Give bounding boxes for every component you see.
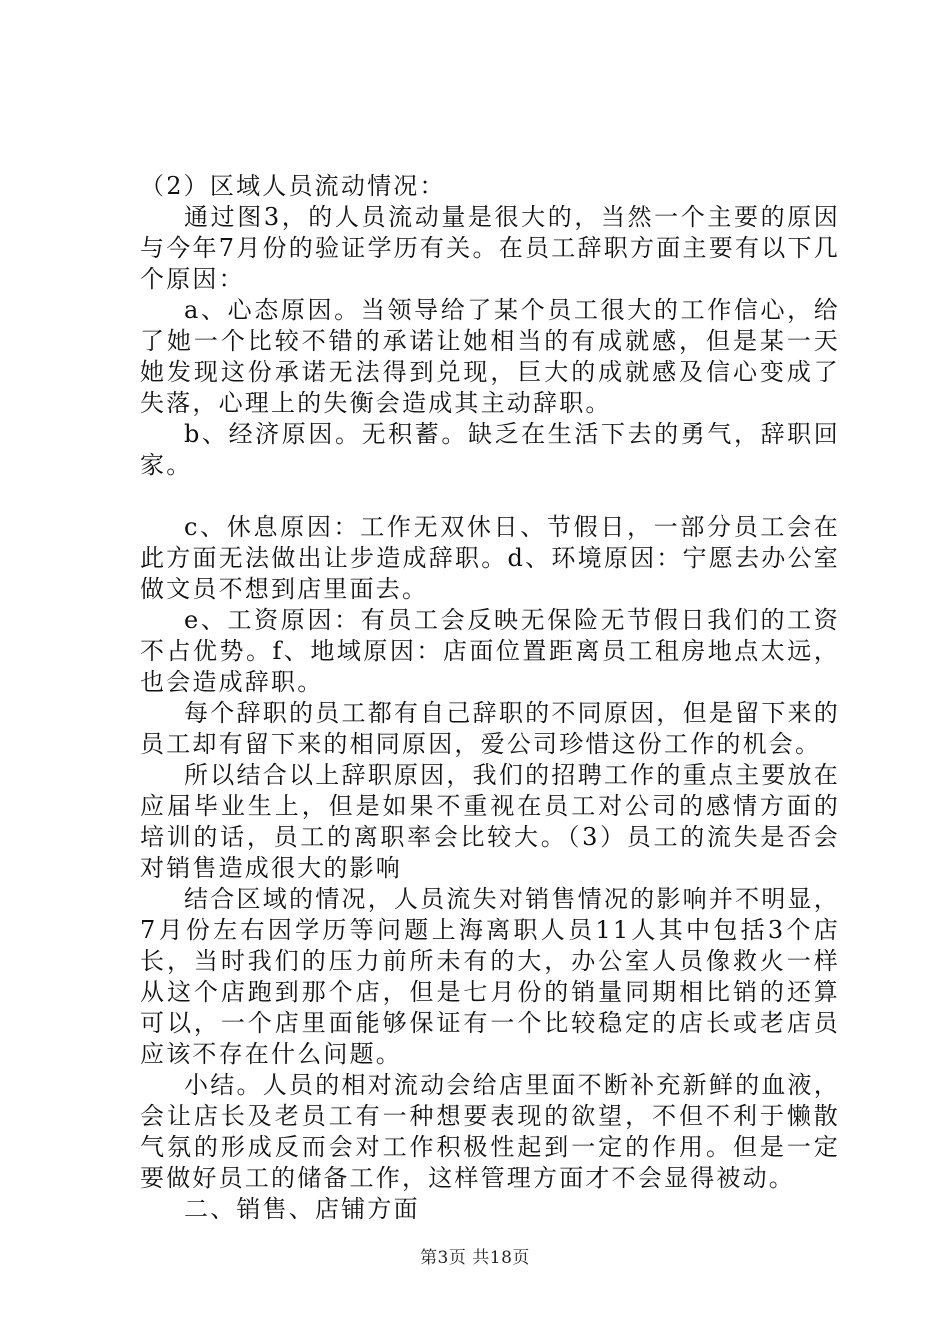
page-number-footer: 第3页 共18页 <box>420 1248 530 1268</box>
paragraph-reason-c-d: c、休息原因：工作无双休日、节假日，一部分员工会在此方面无法做出让步造成辞职。d、环境原因：宁愿去办公室做文员不想到店里面去。 <box>140 513 840 603</box>
paragraph-reason-a: a、心态原因。当领导给了某个员工很大的工作信心，给了她一个比较不错的承诺让她相当的有成就感，但是某一天她发现这份承诺无法得到兑现，巨大的成就感及信心变成了失落，心理上的失衡会造成其主动辞职。 <box>140 296 840 417</box>
paragraph-recruiting-focus: 所以结合以上辞职原因，我们的招聘工作的重点主要放在应届毕业生上，但是如果不重视在员工对公司的感情方面的培训的话，员工的离职率会比较大。（3）员工的流失是否会对销售造成很大的影响 <box>140 761 840 882</box>
paragraph-reason-b: b、经济原因。无积蓄。缺乏在生活下去的勇气，辞职回家。 <box>140 420 840 479</box>
document-body <box>140 171 840 1225</box>
paragraph-next-section-heading: 二、销售、店铺方面 <box>184 1195 420 1223</box>
paragraph-intro: 通过图3，的人员流动量是很大的，当然一个主要的原因与今年7月份的验证学历有关。在员工辞职方面主要有以下几个原因： <box>140 203 840 293</box>
paragraph-reason-e-f: e、工资原因：有员工会反映无保险无节假日我们的工资不占优势。f、地域原因：店面位置距离员工租房地点太远，也会造成辞职。 <box>140 606 840 696</box>
paragraph-section-heading: （2）区域人员流动情况： <box>140 172 446 200</box>
paragraph-regional-impact: 结合区域的情况，人员流失对销售情况的影响并不明显，7月份左右因学历等问题上海离职人员11人其中包括3个店长，当时我们的压力前所未有的大，办公室人员像救火一样从这个店跑到那个店，但是七月份的销量同期相比销的还算可以，一个店里面能够保证有一个比较稳定的店长或老店员应该不存在什么问题。 <box>140 885 840 1068</box>
paragraph-staying-reason: 每个辞职的员工都有自己辞职的不同原因，但是留下来的员工却有留下来的相同原因，爱公司珍惜这份工作的机会。 <box>140 699 840 758</box>
paragraph-summary: 小结。人员的相对流动会给店里面不断补充新鲜的血液，会让店长及老员工有一种想要表现的欲望，不但不利于懒散气氛的形成反而会对工作积极性起到一定的作用。但是一定要做好员工的储备工作，这样管理方面才不会显得被动。 <box>140 1071 840 1192</box>
